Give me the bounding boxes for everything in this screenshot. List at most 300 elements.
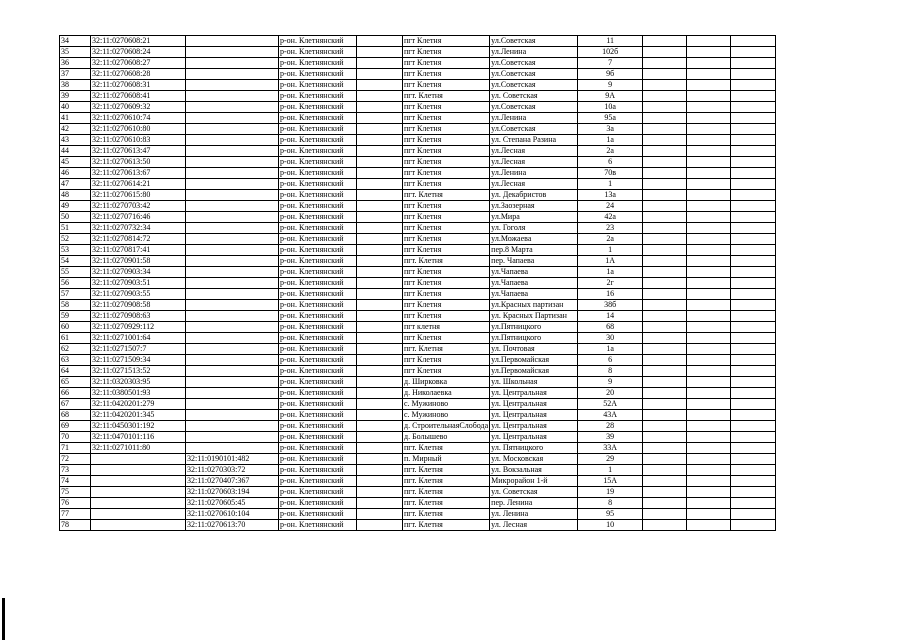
locality: пгт Клетня [403, 113, 490, 124]
blank-cell [643, 476, 687, 487]
blank-cell [357, 212, 403, 223]
row-number: 44 [60, 146, 91, 157]
cadastral-number-a [91, 509, 186, 520]
house-number: 2а [578, 234, 643, 245]
blank-cell [357, 223, 403, 234]
street: пер. Ленина [490, 498, 578, 509]
blank-cell [357, 399, 403, 410]
blank-cell [643, 410, 687, 421]
district: р-он. Клетнянский [279, 311, 357, 322]
district: р-он. Клетнянский [279, 410, 357, 421]
table-row [60, 399, 776, 410]
district: р-он. Клетнянский [279, 113, 357, 124]
table-row [60, 366, 776, 377]
blank-cell [357, 476, 403, 487]
blank-cell [357, 80, 403, 91]
blank-cell [687, 190, 731, 201]
blank-cell [731, 443, 776, 454]
blank-cell [687, 256, 731, 267]
table-row [60, 333, 776, 344]
locality: пгт Клетня [403, 102, 490, 113]
cadastral-number-b [186, 322, 279, 333]
district: р-он. Клетнянский [279, 487, 357, 498]
blank-cell [731, 157, 776, 168]
blank-cell [731, 212, 776, 223]
cadastral-number-a: 32:11:0270610:74 [91, 113, 186, 124]
cadastral-number-a: 32:11:0270908:58 [91, 300, 186, 311]
cadastral-number-a: 32:11:0270901:58 [91, 256, 186, 267]
house-number: 6 [578, 157, 643, 168]
blank-cell [643, 69, 687, 80]
cadastral-number-a: 32:11:0271507:7 [91, 344, 186, 355]
locality: пгт. Клетня [403, 256, 490, 267]
cadastral-number-a: 32:11:0420201:279 [91, 399, 186, 410]
cadastral-number-a: 32:11:0450301:192 [91, 421, 186, 432]
blank-cell [687, 454, 731, 465]
blank-cell [687, 366, 731, 377]
cadastral-number-a: 32:11:0270610:83 [91, 135, 186, 146]
street: ул.Советская [490, 58, 578, 69]
blank-cell [357, 146, 403, 157]
street: ул.Красных партизан [490, 300, 578, 311]
house-number: 19 [578, 487, 643, 498]
house-number: 8 [578, 498, 643, 509]
street: ул.Заозерная [490, 201, 578, 212]
cadastral-number-b [186, 333, 279, 344]
house-number: 1 [578, 179, 643, 190]
row-number: 50 [60, 212, 91, 223]
blank-cell [687, 498, 731, 509]
blank-cell [731, 201, 776, 212]
district: р-он. Клетнянский [279, 201, 357, 212]
blank-cell [643, 135, 687, 146]
blank-cell [643, 113, 687, 124]
table-row [60, 421, 776, 432]
blank-cell [643, 267, 687, 278]
locality: пгт Клетня [403, 234, 490, 245]
table-body [60, 36, 776, 531]
blank-cell [687, 388, 731, 399]
table-row [60, 69, 776, 80]
blank-cell [687, 201, 731, 212]
cadastral-number-b [186, 223, 279, 234]
district: р-он. Клетнянский [279, 179, 357, 190]
locality: пгт. Клетня [403, 498, 490, 509]
row-number: 74 [60, 476, 91, 487]
cadastral-number-a: 32:11:0271509:34 [91, 355, 186, 366]
row-number: 36 [60, 58, 91, 69]
district: р-он. Клетнянский [279, 278, 357, 289]
blank-cell [687, 245, 731, 256]
table-row [60, 487, 776, 498]
blank-cell [357, 487, 403, 498]
table-row [60, 36, 776, 47]
locality: д. СтроительнаяСлобода [404, 421, 489, 430]
district: р-он. Клетнянский [279, 212, 357, 223]
street: ул.Первомайская [490, 366, 578, 377]
table-row [60, 278, 776, 289]
blank-cell [731, 498, 776, 509]
district: р-он. Клетнянский [279, 146, 357, 157]
blank-cell [687, 234, 731, 245]
street: ул.Лесная [490, 146, 578, 157]
blank-cell [731, 454, 776, 465]
row-number: 70 [60, 432, 91, 443]
blank-cell [643, 498, 687, 509]
house-number: 7 [578, 58, 643, 69]
cadastral-number-b [186, 289, 279, 300]
blank-cell [731, 102, 776, 113]
row-number: 57 [60, 289, 91, 300]
table-row [60, 388, 776, 399]
locality: д. Ширковка [403, 377, 490, 388]
blank-cell [687, 289, 731, 300]
locality: пгт Клетня [403, 47, 490, 58]
blank-cell [731, 256, 776, 267]
cadastral-number-b [186, 47, 279, 58]
cadastral-number-b [186, 355, 279, 366]
row-number: 69 [60, 421, 91, 432]
locality: пгт Клетня [403, 179, 490, 190]
street: ул. Центральная [490, 399, 578, 410]
house-number: 10а [578, 102, 643, 113]
cadastral-number-b [186, 212, 279, 223]
row-number: 78 [60, 520, 91, 531]
cadastral-number-a: 32:11:0270610:80 [91, 124, 186, 135]
district: р-он. Клетнянский [279, 520, 357, 531]
locality: пгт Клетня [403, 333, 490, 344]
blank-cell [643, 355, 687, 366]
house-number: 20 [578, 388, 643, 399]
cadastral-number-b [186, 267, 279, 278]
table-row [60, 432, 776, 443]
cadastral-number-b [186, 58, 279, 69]
row-number: 37 [60, 69, 91, 80]
table-row [60, 454, 776, 465]
blank-cell [731, 135, 776, 146]
district: р-он. Клетнянский [279, 58, 357, 69]
cadastral-number-b [186, 135, 279, 146]
row-number: 62 [60, 344, 91, 355]
locality: пгт Клетня [403, 267, 490, 278]
cadastral-number-a: 32:11:0270609:32 [91, 102, 186, 113]
house-number: 15А [578, 476, 643, 487]
house-number: 42а [578, 212, 643, 223]
blank-cell [687, 135, 731, 146]
cadastral-number-a: 32:11:0270614:21 [91, 179, 186, 190]
locality: пгт клетня [403, 322, 490, 333]
street: ул.Чапаева [490, 289, 578, 300]
cadastral-number-b: 32:11:0270303:72 [186, 465, 279, 476]
street: ул.Мира [490, 212, 578, 223]
district: р-он. Клетнянский [279, 256, 357, 267]
district: р-он. Клетнянский [279, 36, 357, 47]
blank-cell [687, 157, 731, 168]
row-number: 63 [60, 355, 91, 366]
street: ул. Красных Партизан [490, 311, 578, 322]
cadastral-number-b [186, 201, 279, 212]
blank-cell [731, 333, 776, 344]
district: р-он. Клетнянский [279, 421, 357, 432]
district: р-он. Клетнянский [279, 234, 357, 245]
blank-cell [643, 80, 687, 91]
cadastral-number-b [186, 410, 279, 421]
district: р-он. Клетнянский [279, 69, 357, 80]
blank-cell [357, 520, 403, 531]
cadastral-number-a: 32:11:0270814:72 [91, 234, 186, 245]
cadastral-number-b [186, 146, 279, 157]
blank-cell [643, 212, 687, 223]
cadastral-number-b [186, 311, 279, 322]
blank-cell [643, 201, 687, 212]
locality: пгт Клетня [403, 300, 490, 311]
blank-cell [731, 80, 776, 91]
blank-cell [357, 300, 403, 311]
cadastral-number-a: 32:11:0270908:63 [91, 311, 186, 322]
table-row [60, 245, 776, 256]
cadastral-number-b: 32:11:0270613:70 [186, 520, 279, 531]
blank-cell [731, 179, 776, 190]
row-number: 39 [60, 91, 91, 102]
district: р-он. Клетнянский [279, 190, 357, 201]
table-row [60, 520, 776, 531]
blank-cell [643, 344, 687, 355]
street: ул.Советская [490, 36, 578, 47]
street: ул. Центральная [490, 421, 578, 432]
blank-cell [731, 355, 776, 366]
street: ул.Советская [490, 102, 578, 113]
table-row [60, 212, 776, 223]
blank-cell [357, 36, 403, 47]
blank-cell [687, 443, 731, 454]
street: ул.Ленина [490, 168, 578, 179]
house-number: 6 [578, 355, 643, 366]
blank-cell [731, 168, 776, 179]
locality: пгт Клетня [403, 212, 490, 223]
district: р-он. Клетнянский [279, 322, 357, 333]
blank-cell [643, 432, 687, 443]
locality: пгт. Клетня [403, 487, 490, 498]
street: ул. Московская [490, 454, 578, 465]
table-row [60, 256, 776, 267]
cadastral-number-a: 32:11:0270903:34 [91, 267, 186, 278]
locality: пгт Клетня [403, 289, 490, 300]
table-row [60, 124, 776, 135]
street: Микрорайон 1-й [490, 476, 578, 487]
blank-cell [731, 322, 776, 333]
locality: д. Болышево [403, 432, 490, 443]
locality: пгт Клетня [403, 157, 490, 168]
house-number: 39 [578, 432, 643, 443]
street: ул. Советская [490, 487, 578, 498]
locality: пгт. Клетня [403, 520, 490, 531]
blank-cell [357, 454, 403, 465]
row-number: 54 [60, 256, 91, 267]
district: р-он. Клетнянский [279, 344, 357, 355]
street: ул.Пятницкого [490, 322, 578, 333]
house-number: 43А [578, 410, 643, 421]
house-number: 52А [578, 399, 643, 410]
row-number: 66 [60, 388, 91, 399]
blank-cell [731, 91, 776, 102]
blank-cell [643, 443, 687, 454]
blank-cell [357, 91, 403, 102]
locality: пгт Клетня [403, 223, 490, 234]
row-number: 51 [60, 223, 91, 234]
blank-cell [731, 113, 776, 124]
district: р-он. Клетнянский [279, 333, 357, 344]
blank-cell [687, 113, 731, 124]
table-row [60, 410, 776, 421]
street: ул. Степана Разина [490, 135, 578, 146]
blank-cell [357, 179, 403, 190]
district: р-он. Клетнянский [279, 135, 357, 146]
blank-cell [687, 421, 731, 432]
table-row [60, 344, 776, 355]
blank-cell [643, 168, 687, 179]
row-number: 65 [60, 377, 91, 388]
blank-cell [643, 322, 687, 333]
cadastral-number-b [186, 344, 279, 355]
house-number: 1 [578, 245, 643, 256]
blank-cell [687, 102, 731, 113]
street: ул.Чапаева [490, 278, 578, 289]
table-row [60, 300, 776, 311]
locality: пгт. Клетня [403, 443, 490, 454]
blank-cell [687, 465, 731, 476]
table-row [60, 509, 776, 520]
blank-cell [643, 223, 687, 234]
street: ул.Чапаева [490, 267, 578, 278]
cadastral-number-a: 32:11:0271011:80 [91, 443, 186, 454]
house-number: 11 [578, 36, 643, 47]
cadastral-number-b [186, 366, 279, 377]
district: р-он. Клетнянский [279, 245, 357, 256]
cadastral-number-b [186, 421, 279, 432]
row-number: 72 [60, 454, 91, 465]
table-row [60, 190, 776, 201]
locality: пгт Клетня [403, 366, 490, 377]
blank-cell [357, 344, 403, 355]
cadastral-number-a: 32:11:0380501:93 [91, 388, 186, 399]
blank-cell [731, 47, 776, 58]
table-row [60, 47, 776, 58]
row-number: 43 [60, 135, 91, 146]
blank-cell [731, 399, 776, 410]
house-number: 1а [578, 344, 643, 355]
blank-cell [357, 410, 403, 421]
blank-cell [357, 157, 403, 168]
blank-cell [687, 179, 731, 190]
house-number: 29 [578, 454, 643, 465]
table-row [60, 322, 776, 333]
blank-cell [643, 256, 687, 267]
row-number: 61 [60, 333, 91, 344]
house-number: 9б [578, 69, 643, 80]
cadastral-number-a: 32:11:0270903:55 [91, 289, 186, 300]
blank-cell [731, 36, 776, 47]
cadastral-number-a [91, 454, 186, 465]
cadastral-number-b [186, 256, 279, 267]
blank-cell [357, 256, 403, 267]
blank-cell [731, 278, 776, 289]
house-number: 16 [578, 289, 643, 300]
table-row [60, 179, 776, 190]
locality: с. Мужиново [403, 399, 490, 410]
blank-cell [731, 465, 776, 476]
locality: пгт. Клетня [403, 91, 490, 102]
cadastral-number-b [186, 432, 279, 443]
blank-cell [643, 509, 687, 520]
locality: пгт Клетня [403, 135, 490, 146]
blank-cell [643, 333, 687, 344]
blank-cell [731, 311, 776, 322]
street: ул. Гоголя [490, 223, 578, 234]
blank-cell [357, 289, 403, 300]
row-number: 49 [60, 201, 91, 212]
cadastral-number-b [186, 278, 279, 289]
house-number: 1 [578, 465, 643, 476]
row-number: 75 [60, 487, 91, 498]
blank-cell [643, 47, 687, 58]
table-row [60, 465, 776, 476]
house-number: 102б [578, 47, 643, 58]
locality: пгт Клетня [403, 168, 490, 179]
blank-cell [357, 465, 403, 476]
blank-cell [357, 245, 403, 256]
house-number: 28 [578, 421, 643, 432]
blank-cell [357, 278, 403, 289]
blank-cell [643, 146, 687, 157]
locality: пгт Клетня [403, 80, 490, 91]
blank-cell [687, 487, 731, 498]
cadastral-number-b [186, 399, 279, 410]
blank-cell [357, 267, 403, 278]
cadastral-number-a: 32:11:0270608:31 [91, 80, 186, 91]
blank-cell [643, 388, 687, 399]
cadastral-number-b [186, 179, 279, 190]
blank-cell [687, 311, 731, 322]
cadastral-number-b [186, 91, 279, 102]
blank-cell [687, 168, 731, 179]
row-number: 76 [60, 498, 91, 509]
street: ул. Пятницкого [490, 443, 578, 454]
cadastral-number-b [186, 102, 279, 113]
house-number: 8 [578, 366, 643, 377]
district: р-он. Клетнянский [279, 91, 357, 102]
blank-cell [643, 377, 687, 388]
district: р-он. Клетнянский [279, 465, 357, 476]
blank-cell [687, 69, 731, 80]
street: ул.Ленина [490, 47, 578, 58]
blank-cell [731, 267, 776, 278]
house-number: 24 [578, 201, 643, 212]
table-row [60, 476, 776, 487]
cadastral-number-b [186, 168, 279, 179]
row-number: 55 [60, 267, 91, 278]
cadastral-number-a [91, 476, 186, 487]
blank-cell [357, 124, 403, 135]
cadastral-number-b [186, 69, 279, 80]
table-row [60, 377, 776, 388]
row-number: 41 [60, 113, 91, 124]
blank-cell [687, 267, 731, 278]
street: ул.Ленина [490, 113, 578, 124]
blank-cell [687, 300, 731, 311]
blank-cell [731, 234, 776, 245]
cadastral-number-a: 32:11:0270608:24 [91, 47, 186, 58]
blank-cell [731, 432, 776, 443]
